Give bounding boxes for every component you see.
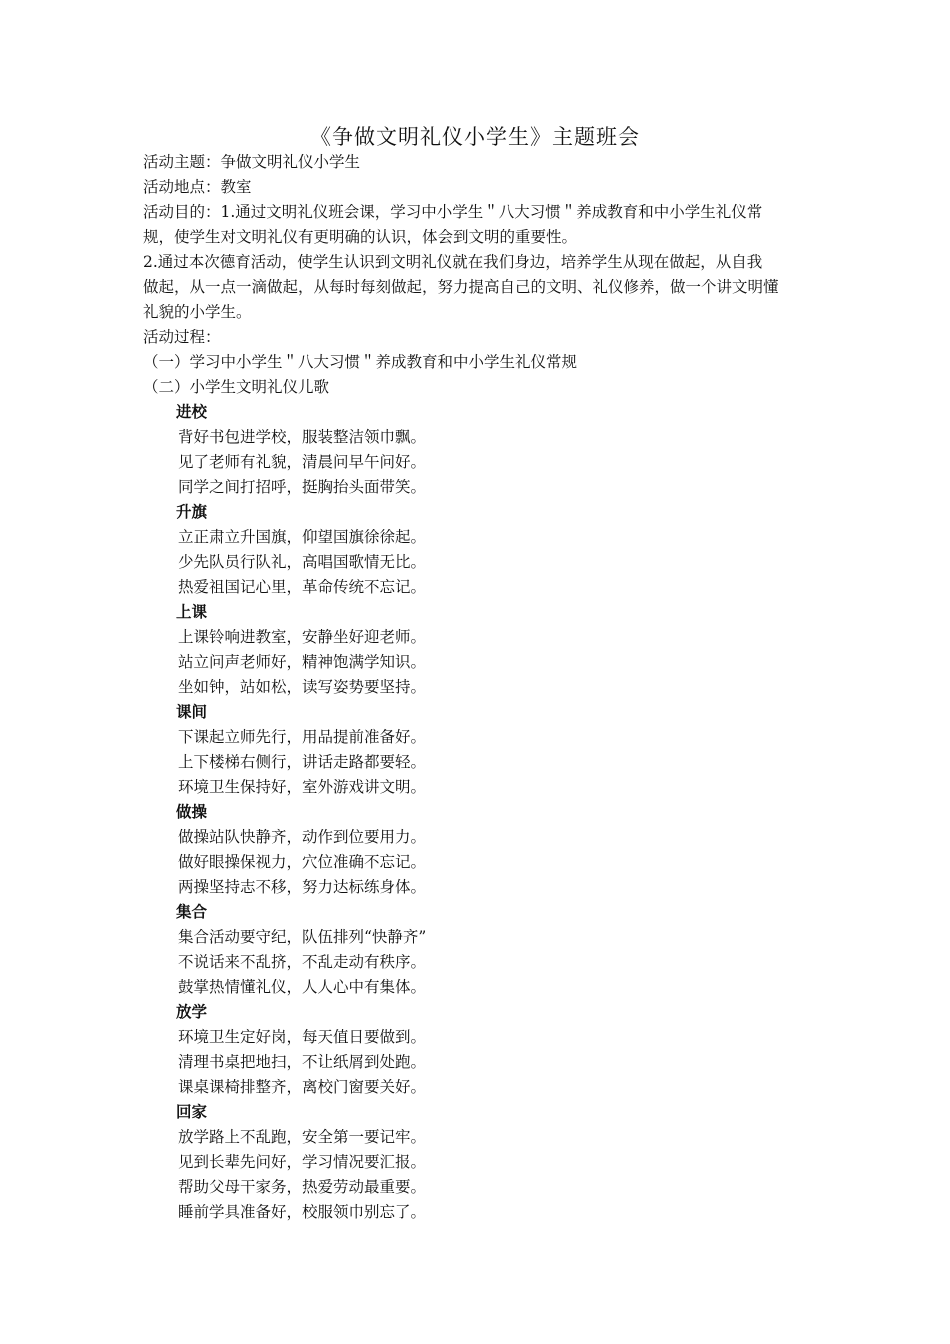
song-line: 做好眼操保视力，穴位准确不忘记。	[178, 853, 427, 871]
song-title: 放学	[176, 1003, 208, 1021]
song-line: 同学之间打招呼，挺胸抬头面带笑。	[178, 478, 427, 496]
song-line: 帮助父母干家务，热爱劳动最重要。	[178, 1178, 427, 1196]
song-line: 热爱祖国记心里，革命传统不忘记。	[178, 578, 427, 596]
song-line: 环境卫生保持好，室外游戏讲文明。	[178, 778, 427, 796]
song-line: 背好书包进学校，服装整洁领巾飘。	[178, 428, 427, 446]
song-line: 少先队员行队礼，高唱国歌情无比。	[178, 553, 427, 571]
song-zuocao	[143, 800, 813, 900]
song-line: 鼓掌热情懂礼仪，人人心中有集体。	[178, 978, 427, 996]
song-line: 见到长辈先问好，学习情况要汇报。	[178, 1153, 427, 1171]
song-jinxiao	[143, 400, 813, 500]
song-title: 回家	[176, 1103, 208, 1121]
song-line: 见了老师有礼貌，清晨问早午问好。	[178, 453, 427, 471]
activity-purpose-1a: 活动目的：1.通过文明礼仪班会课，学习中小学生＂八大习惯＂养成教育和中小学生礼仪常	[143, 203, 763, 221]
activity-purpose-1b: 规，使学生对文明礼仪有更明确的认识，体会到文明的重要性。	[143, 228, 578, 246]
activity-info	[143, 150, 813, 1225]
song-title: 上课	[176, 603, 208, 621]
song-line: 站立问声老师好，精神饱满学知识。	[178, 653, 427, 671]
process-step-1: （一）学习中小学生＂八大习惯＂养成教育和中小学生礼仪常规	[143, 353, 578, 371]
song-line: 不说话来不乱挤，不乱走动有秩序。	[178, 953, 427, 971]
song-line: 上课铃响进教室，安静坐好迎老师。	[178, 628, 427, 646]
song-title: 课间	[176, 703, 208, 721]
song-title: 集合	[176, 903, 208, 921]
song-shangke	[143, 600, 813, 700]
activity-theme: 活动主题：争做文明礼仪小学生	[143, 153, 361, 171]
song-line: 立正肃立升国旗，仰望国旗徐徐起。	[178, 528, 427, 546]
activity-purpose-2a: 2.通过本次德育活动，使学生认识到文明礼仪就在我们身边，培养学生从现在做起，从自我	[143, 253, 763, 271]
song-line: 做操站队快静齐，动作到位要用力。	[178, 828, 427, 846]
song-line: 清理书桌把地扫，不让纸屑到处跑。	[178, 1053, 427, 1071]
song-huijia	[143, 1100, 813, 1225]
song-line: 下课起立师先行，用品提前准备好。	[178, 728, 427, 746]
activity-purpose-2b: 做起，从一点一滴做起，从每时每刻做起，努力提高自己的文明、礼仪修养，做一个讲文明懂	[143, 278, 779, 296]
document-title: 《争做文明礼仪小学生》主题班会	[310, 125, 640, 149]
song-line: 课桌课椅排整齐，离校门窗要关好。	[178, 1078, 427, 1096]
song-line: 放学路上不乱跑，安全第一要记牢。	[178, 1128, 427, 1146]
activity-process: 活动过程：	[143, 328, 221, 346]
process-step-2: （二）小学生文明礼仪儿歌	[143, 378, 330, 396]
song-line: 两操坚持志不移，努力达标练身体。	[178, 878, 427, 896]
song-line: 环境卫生定好岗，每天值日要做到。	[178, 1028, 427, 1046]
song-line: 上下楼梯右侧行，讲话走路都要轻。	[178, 753, 427, 771]
song-line: 集合活动要守纪，队伍排列“快静齐”	[178, 928, 427, 946]
song-fangxue	[143, 1000, 813, 1100]
song-title: 升旗	[176, 503, 208, 521]
song-title: 进校	[176, 403, 208, 421]
song-line: 坐如钟，站如松，读写姿势要坚持。	[178, 678, 427, 696]
song-jihe	[143, 900, 813, 1000]
song-title: 做操	[176, 803, 208, 821]
song-shengqi	[143, 500, 813, 600]
song-kejian	[143, 700, 813, 800]
activity-purpose-2c: 礼貌的小学生。	[143, 303, 252, 321]
activity-place: 活动地点：教室	[143, 178, 252, 196]
song-line: 睡前学具准备好，校服领巾别忘了。	[178, 1203, 427, 1221]
